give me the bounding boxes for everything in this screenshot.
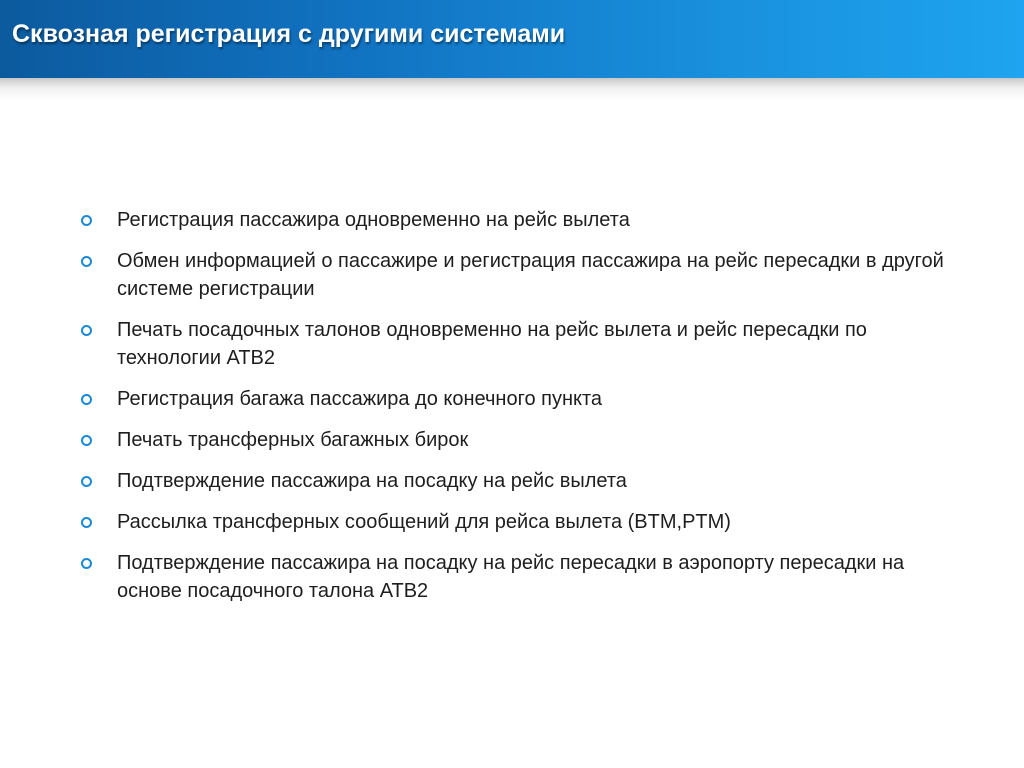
bullet-item	[81, 426, 951, 454]
bullet-item	[81, 206, 951, 234]
bullet-text: Рассылка трансферных сообщений для рейса вылета (BTM,PTM)	[117, 511, 731, 533]
bullet-text: Регистрация пассажира одновременно на рейс вылета	[117, 209, 630, 231]
ring-bullet-icon	[81, 476, 92, 487]
ring-bullet-icon	[81, 394, 92, 405]
title-bar-shadow	[0, 78, 1024, 100]
bullet-item	[81, 508, 951, 536]
slide-title: Сквозная регистрация с другими системами	[12, 20, 566, 48]
bullet-text: Обмен информацией о пассажире и регистрация пассажира на рейс пересадки в другой системе регистрации	[117, 250, 944, 300]
bullet-text: Печать трансферных багажных бирок	[117, 429, 469, 451]
ring-bullet-icon	[81, 215, 92, 226]
bullet-text: Подтверждение пассажира на посадку на рейс вылета	[117, 470, 627, 492]
bullet-text: Печать посадочных талонов одновременно на рейс вылета и рейс пересадки по технологии АТВ2	[117, 319, 867, 369]
ring-bullet-icon	[81, 517, 92, 528]
ring-bullet-icon	[81, 256, 92, 267]
title-bar	[0, 0, 1024, 78]
bullet-list	[81, 206, 951, 618]
bullet-item	[81, 385, 951, 413]
ring-bullet-icon	[81, 558, 92, 569]
bullet-item	[81, 316, 951, 372]
bullet-text: Регистрация багажа пассажира до конечного пункта	[117, 388, 603, 410]
bullet-item	[81, 467, 951, 495]
bullet-item	[81, 247, 951, 303]
ring-bullet-icon	[81, 435, 92, 446]
ring-bullet-icon	[81, 325, 92, 336]
bullet-text: Подтверждение пассажира на посадку на рейс пересадки в аэропорту пересадки на основе посадочного талона АТВ2	[117, 552, 905, 602]
bullet-item	[81, 549, 951, 605]
